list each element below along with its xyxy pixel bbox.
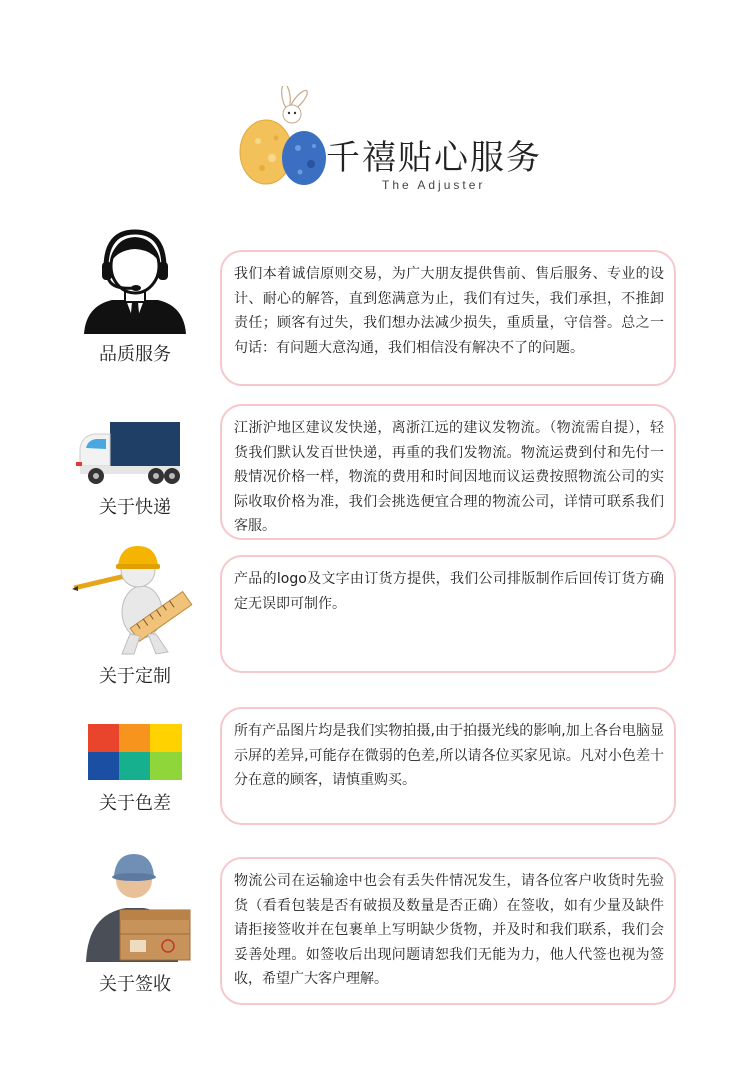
section-label: 关于色差 — [99, 793, 171, 814]
customer-service-headset-icon — [72, 228, 198, 336]
section-text-card: 我们本着诚信原则交易，为广大朋友提供售前、售后服务、专业的设计、耐心的解答，直到您满意为止，我们有过失，我们承担，不推卸责任；顾客有过失，我们想办法减少损失，重质量，守信誉。总之一句话：有问题大意沟通，我们相信没有解决不了的问题。 — [220, 250, 676, 386]
section-label: 关于快递 — [99, 497, 171, 518]
delivery-truck-icon — [72, 418, 198, 488]
worker-with-ruler-icon — [72, 540, 198, 658]
color-swatch-grid-icon — [72, 724, 198, 780]
section-text-card: 产品的logo及文字由订货方提供，我们公司排版制作后回传订货方确定无误即可制作。 — [220, 555, 676, 673]
section-label: 关于定制 — [99, 666, 171, 687]
section-label: 品质服务 — [99, 344, 171, 365]
section-text-card: 物流公司在运输途中也会有丢失件情况发生，请各位客户收货时先验货（看看包装是否有破损及数量是否正确）在签收，如有少量及缺件请拒接签收并在包裹单上写明缺少货物，并及时和我们联系，我们会妥善处理。如签收后出现问题请恕我们无能为力，他人代签也视为签收，希望广大客户理解。 — [220, 857, 676, 1005]
brand-header — [0, 80, 750, 210]
brand-subtitle: The Adjuster — [382, 178, 486, 192]
section-label: 关于签收 — [99, 974, 171, 995]
brand-title: 千禧贴心服务 — [326, 138, 542, 178]
egg-bunny-logo-icon — [236, 86, 336, 186]
section-text-card: 江浙沪地区建议发快递，离浙江远的建议发物流。（物流需自提），轻货我们默认发百世快递，再重的我们发物流。物流运费到付和先付一般情况价格一样，物流的费用和时间因地而议运费按照物流公司的实际收取价格为准，我们会挑选便宜合理的物流公司，详情可联系我们客服。 — [220, 404, 676, 540]
section-text-card: 所有产品图片均是我们实物拍摄,由于拍摄光线的影响,加上各台电脑显示屏的差异,可能存在微弱的色差,所以请各位买家见谅。凡对小色差十分在意的顾客，请慎重购买。 — [220, 707, 676, 825]
courier-with-package-icon — [72, 848, 198, 964]
